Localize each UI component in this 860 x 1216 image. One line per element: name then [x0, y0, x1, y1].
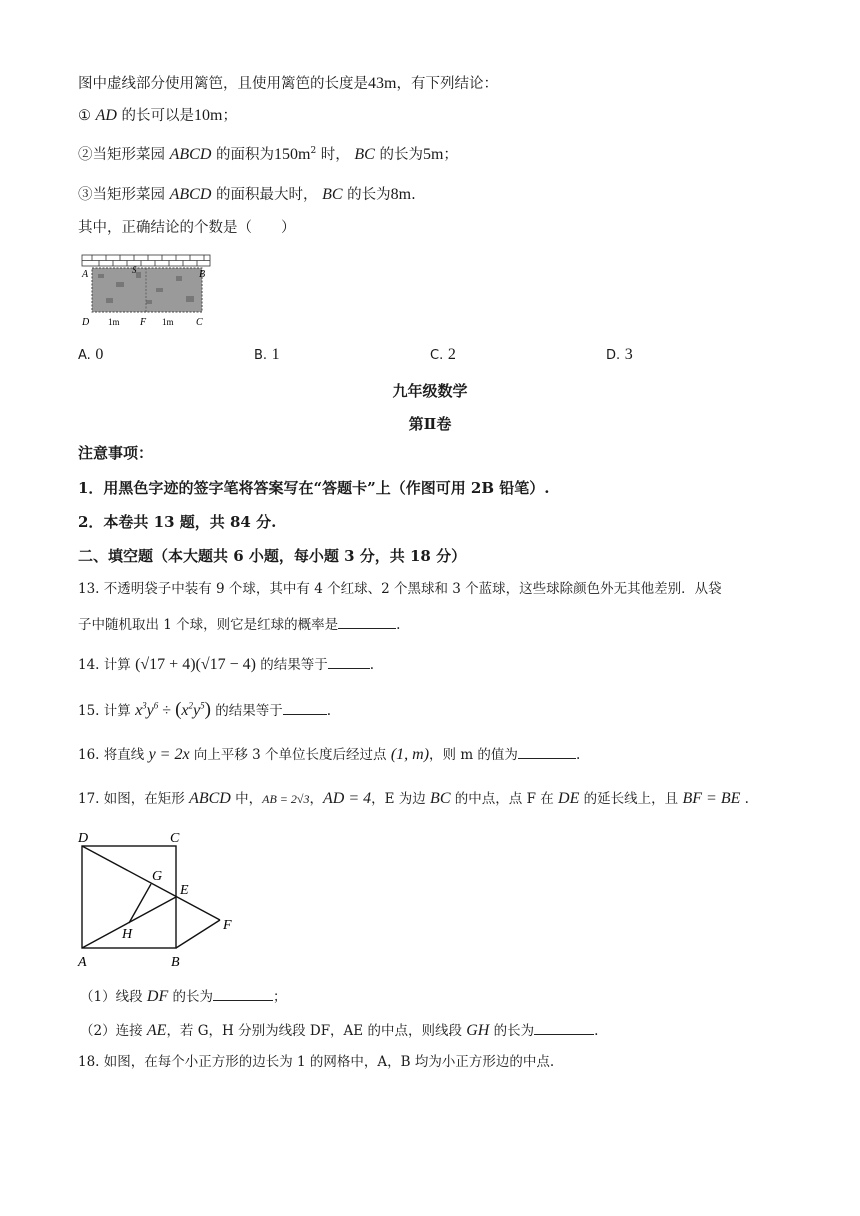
conclusion-3 — [78, 187, 416, 203]
q16-text2: ，则 m 的值为 — [429, 747, 518, 763]
q14: 14. 计算 (√17 + 4)(√17 − 4) 的结果等于 . — [78, 656, 375, 673]
notice-1: 1．用黑色字迹的签字笔将答案写在“答题卡”上（作图可用 2B 铅笔）. — [78, 479, 550, 497]
c2-var2: BC — [354, 146, 375, 163]
label-S: S — [132, 265, 137, 275]
label-1m-left: 1m — [108, 317, 120, 327]
q14-suffix: 的结果等于 — [255, 657, 328, 673]
conclusion-2 — [78, 147, 458, 163]
option-c-value: 2 — [447, 346, 456, 363]
notice-2: 2．本卷共 13 题，共 84 分. — [78, 513, 277, 531]
q13-blank[interactable] — [338, 616, 396, 629]
section-title: 九年级数学 — [392, 382, 468, 400]
c2-value: 5m — [422, 146, 444, 163]
intro-tail: ，有下列结论： — [396, 76, 498, 92]
garden-area — [92, 268, 202, 312]
q17-part2: （2）连接 AE，若 G，H 分别为线段 DF，AE 的中点，则线段 GH 的长为 . — [80, 1022, 599, 1039]
q16-prefix: 16. 将直线 — [78, 747, 149, 763]
c3-text: 的面积最大时， — [211, 187, 323, 203]
option-c-label: C. — [430, 348, 444, 363]
option-a[interactable] — [78, 346, 103, 364]
q16: 16. 将直线 y = 2x 向上平移 3 个单位长度后经过点 (1, m)，则 m 的值为 . — [78, 746, 581, 763]
c1-post: ； — [222, 108, 237, 124]
q16-blank[interactable] — [518, 746, 576, 759]
q14-blank[interactable] — [328, 656, 370, 669]
c1-var: AD — [95, 107, 117, 124]
label-C: C — [196, 317, 203, 328]
q17-1-prefix: （1）线段 — [80, 989, 147, 1005]
q15-blank[interactable] — [283, 702, 327, 715]
option-b-value: 1 — [271, 346, 280, 363]
c2-text: 的面积为 — [211, 147, 274, 163]
label-E: E — [180, 883, 189, 898]
c1-value: 10m — [194, 107, 223, 124]
q17-1-suffix: 的长为 — [168, 989, 214, 1005]
q15-prefix: 15. 计算 — [78, 703, 136, 719]
label-B: B — [171, 955, 180, 970]
q17-1-var: DF — [146, 988, 169, 1005]
label-A: A — [78, 955, 87, 970]
q17-rect: ABCD — [189, 790, 231, 807]
q17-t4: 的中点，点 F 在 — [450, 791, 559, 807]
q17-t1: 中， — [230, 791, 263, 807]
q17-ab: AB = 2√3 — [262, 792, 310, 806]
c3-var: ABCD — [169, 186, 212, 203]
q15-suffix: 的结果等于 — [210, 703, 283, 719]
option-a-label: A. — [78, 348, 91, 363]
c2-post: ； — [443, 147, 458, 163]
option-d-label: D. — [606, 348, 621, 363]
q17-bf: BF = BE — [682, 790, 741, 807]
c3-var2: BC — [322, 186, 343, 203]
q17-bc: BC — [430, 790, 451, 807]
fence-length: 43m — [368, 75, 397, 92]
q16-line-eq: y = 2x — [148, 746, 190, 763]
rectangle-figure — [72, 826, 252, 972]
q17-2-prefix: （2）连接 — [80, 1023, 147, 1039]
q17-ad: AD = 4 — [322, 790, 372, 807]
q17-prefix: 17. 如图，在矩形 — [78, 791, 190, 807]
label-D: D — [82, 317, 90, 328]
segment-BF — [176, 920, 220, 948]
label-C: C — [170, 831, 180, 846]
c3-value: 8m — [390, 186, 412, 203]
label-H: H — [122, 927, 133, 942]
intro-text: 图中虚线部分使用篱笆，且使用篱笆的长度是 — [78, 76, 368, 92]
question-tail: 其中，正确结论的个数是（ ） — [78, 220, 296, 236]
q17-2-blank[interactable] — [534, 1022, 594, 1035]
c3-text3: 的长为 — [342, 187, 391, 203]
option-b-label: B. — [254, 348, 268, 363]
q18: 18. 如图，在每个小正方形的边长为 1 的网格中，A，B 均为小正方形边的中点. — [78, 1054, 555, 1070]
q13-line2: 子中随机取出 1 个球，则它是红球的概率是 . — [78, 617, 401, 633]
c2-var: ABCD — [169, 146, 212, 163]
section-subtitle: 第Ⅱ卷 — [408, 415, 452, 433]
label-G: G — [152, 869, 163, 884]
option-c[interactable] — [430, 346, 456, 364]
segment-DF — [82, 846, 220, 920]
q17-1-blank[interactable] — [213, 988, 273, 1001]
label-1m-right: 1m — [162, 317, 174, 327]
label-B: B — [199, 269, 206, 280]
notice-heading: 注意事项： — [78, 444, 154, 462]
q13-line1: 13. 不透明袋子中装有 9 个球，其中有 4 个红球、2 个黑球和 3 个蓝球，这些球除颜色外无其他差别．从袋 — [78, 581, 722, 597]
q16-point: (1, m) — [390, 746, 430, 763]
part-two-heading: 二、填空题（本大题共 6 小题，每小题 3 分，共 18 分） — [78, 547, 467, 565]
c2-text3: 的长为 — [374, 147, 423, 163]
q14-prefix: 14. 计算 — [78, 657, 136, 673]
q16-text: 向上平移 3 个单位长度后经过点 — [189, 747, 391, 763]
c2-area: 150m — [274, 146, 311, 163]
c1-text: 的长可以是 — [116, 108, 195, 124]
c3-marker: ③当矩形菜园 — [78, 187, 170, 203]
q17-de: DE — [558, 790, 580, 807]
c2-sup: 2 — [310, 146, 317, 157]
intro-line — [78, 76, 498, 92]
q17 — [78, 791, 749, 807]
q17-t3: ，E 为边 — [371, 791, 431, 807]
c1-marker: ① — [78, 108, 96, 124]
garden-figure — [76, 252, 216, 332]
q17-part1: （1）线段 DF 的长为 ； — [80, 988, 287, 1005]
q13-text: 子中随机取出 1 个球，则它是红球的概率是 — [78, 617, 339, 633]
q15: 15. 计算 $x^3y^6 \div (x^2y^5)$ 的结果等于 . — [78, 699, 332, 720]
label-D: D — [78, 831, 89, 846]
label-F: F — [140, 317, 147, 328]
option-a-value: 0 — [95, 346, 104, 363]
q15-expression: $x^3y^6$ — [135, 700, 159, 719]
q17-t6: . — [740, 791, 749, 807]
c2-text2: 时， — [316, 147, 355, 163]
wall — [82, 255, 210, 266]
option-d-value: 3 — [624, 346, 633, 363]
conclusion-1 — [78, 108, 237, 124]
q17-2-var: AE — [146, 1022, 167, 1039]
c3-post: . — [411, 187, 416, 203]
option-d[interactable] — [606, 346, 633, 364]
q17-t5: 的延长线上，且 — [579, 791, 683, 807]
q17-2-suffix: 的长为 — [489, 1023, 535, 1039]
q17-2-var2: GH — [466, 1022, 490, 1039]
q14-expression: (√17 + 4)(√17 − 4) — [135, 656, 256, 673]
q17-2-text: ，若 G，H 分别为线段 DF，AE 的中点，则线段 — [166, 1023, 467, 1039]
c2-marker: ②当矩形菜园 — [78, 147, 170, 163]
q17-t2: ， — [309, 791, 323, 807]
label-F: F — [223, 918, 232, 933]
option-b[interactable] — [254, 346, 280, 364]
label-A: A — [82, 269, 89, 280]
